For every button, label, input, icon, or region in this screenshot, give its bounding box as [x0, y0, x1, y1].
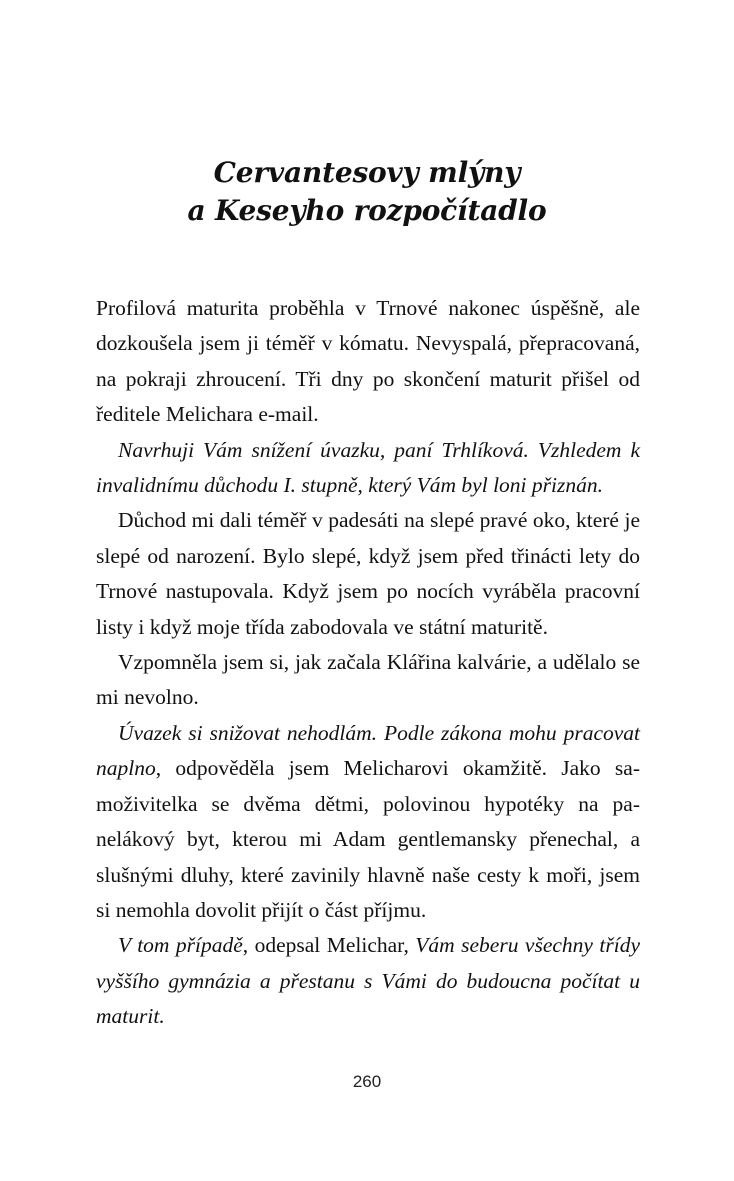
paragraph-6-italic-2: Vám seberu všechny třídy vyššího gymnázia a přestanu s Vámi do budoucna počítat u maturit. [96, 933, 641, 1029]
page-number: 260 [352, 1072, 382, 1091]
body-text [96, 291, 640, 1035]
paragraph-6-italic-1: V tom případě [118, 933, 243, 958]
paragraph-5-italic: Úvazek si snižovat nehodlám. Podle zákona mohu pracovat naplno [96, 720, 640, 781]
paragraph-2 [96, 433, 640, 504]
paragraph-4: Vzpomněla jsem si, jak začala Klářina kalvárie, a udělalo se mi nevolno. [96, 650, 640, 710]
paragraph-5-text: , odpověděla jsem Melicharovi okamžitě. Jako samoživitelka se dvěma dětmi, polovinou hypotéky na panelákový byt, kterou mi Adam gentlemansky přenechal, a slušnými dluhy, které zavinily hlavně naše cesty k moři, jsem si nemohla dovolit přijít o část příjmu. [96, 756, 640, 922]
paragraph-2-italic: Navrhuji Vám snížení úvazku, paní Trhlíková. Vzhledem k invalidnímu důchodu I. stupně, který Vám byl loni přiznán. [96, 437, 640, 498]
paragraph-5 [96, 716, 640, 928]
paragraph-1: Profilová maturita proběhla v Trnové nakonec úspěšně, ale dozkoušela jsem ji téměř v kómatu. Nevyspalá, přepracovaná, na pokraji zhroucení. Tři dny po skončení maturit přišel od ředitele Melichara e-mail. [96, 296, 640, 427]
paragraph-6 [96, 928, 640, 1034]
chapter-title [0, 154, 734, 230]
paragraph-3: Důchod mi dali téměř v padesáti na slepé pravé oko, které je slepé od narození. Bylo slepé, když jsem před třinácti lety do Trnové nastupovala. Když jsem po nocích vyráběla pracovní listy i když moje třída zabodovala ve státní maturitě. [96, 508, 640, 639]
chapter-title-line-2: a Keseyho rozpočítadlo [187, 194, 547, 227]
chapter-title-line-1: Cervantesovy mlýny [213, 156, 521, 189]
paragraph-6-text: , odepsal Melichar, [242, 933, 416, 958]
